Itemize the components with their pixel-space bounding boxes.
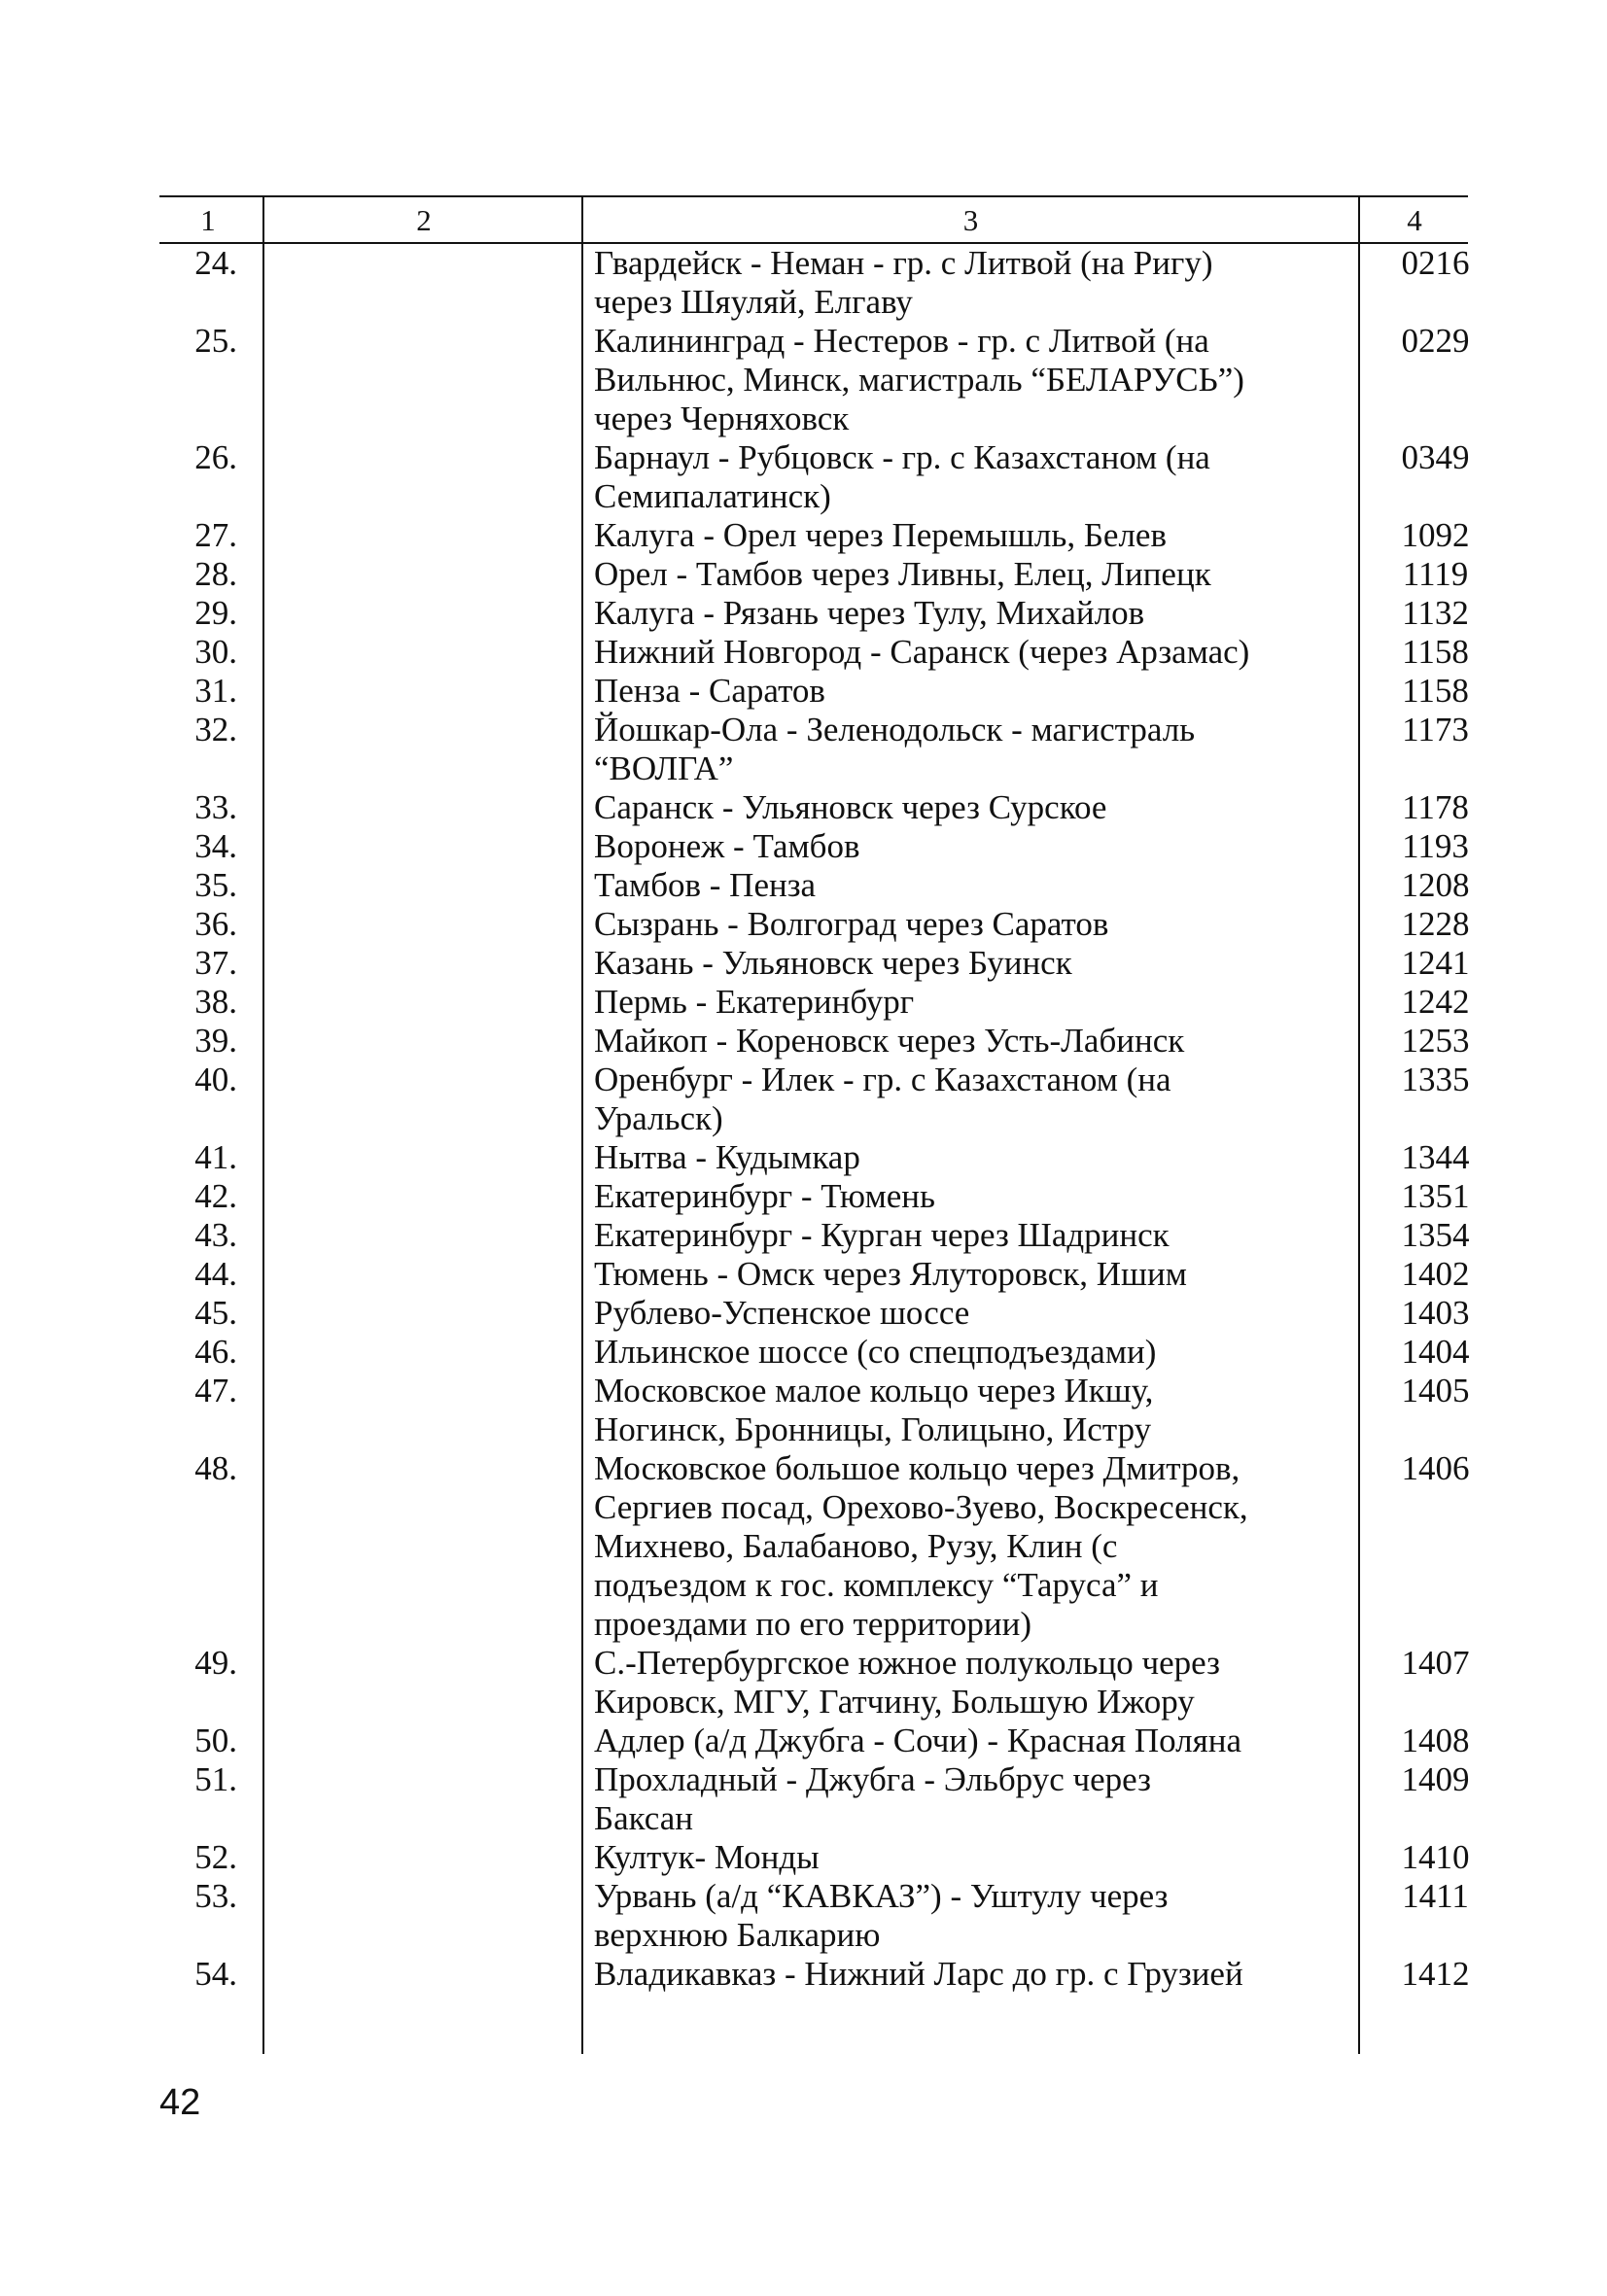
table-row bbox=[159, 594, 1468, 633]
header-col-1: 1 bbox=[200, 203, 216, 237]
table-row bbox=[159, 438, 1468, 516]
row-number: 30. bbox=[194, 633, 237, 671]
table-row bbox=[159, 1294, 1468, 1333]
route-code: 1405 bbox=[1401, 1372, 1470, 1409]
route-code: 1178 bbox=[1402, 788, 1469, 826]
route-code: 1132 bbox=[1402, 594, 1469, 632]
page-number: 42 bbox=[159, 2082, 201, 2123]
row-number: 35. bbox=[194, 866, 237, 904]
route-description bbox=[594, 1216, 1333, 1255]
row-number: 33. bbox=[194, 788, 237, 826]
route-line: Урвань (а/д “КАВКАЗ”) - Уштулу через bbox=[594, 1877, 1169, 1915]
route-line: Сергиев посад, Орехово-Зуево, Воскресенск, bbox=[594, 1488, 1248, 1526]
route-description bbox=[594, 1449, 1333, 1644]
row-number: 49. bbox=[194, 1644, 237, 1682]
route-description bbox=[594, 322, 1333, 438]
route-code: 0349 bbox=[1401, 438, 1470, 476]
row-number: 42. bbox=[194, 1177, 237, 1215]
route-code: 1228 bbox=[1401, 905, 1470, 943]
routes-table bbox=[159, 195, 1468, 2054]
route-line: Прохладный - Джубга - Эльбрус через bbox=[594, 1760, 1151, 1798]
row-number: 47. bbox=[194, 1372, 237, 1409]
route-description bbox=[594, 672, 1333, 711]
route-line: Калуга - Орел через Перемышль, Белев bbox=[594, 516, 1167, 554]
route-line: Калуга - Рязань через Тулу, Михайлов bbox=[594, 594, 1145, 632]
route-code: 1158 bbox=[1402, 633, 1469, 671]
row-number: 43. bbox=[194, 1216, 237, 1254]
table-row bbox=[159, 1138, 1468, 1177]
route-description bbox=[594, 1022, 1333, 1061]
route-line: подъездом к гос. комплексу “Таруса” и bbox=[594, 1566, 1159, 1604]
route-line: Уральск) bbox=[594, 1099, 723, 1137]
route-code: 1411 bbox=[1402, 1877, 1469, 1915]
route-code: 1241 bbox=[1401, 944, 1470, 982]
route-code: 1412 bbox=[1401, 1955, 1470, 1993]
header-col-3: 3 bbox=[962, 203, 979, 237]
route-description bbox=[594, 1294, 1333, 1333]
row-number: 29. bbox=[194, 594, 237, 632]
table-row bbox=[159, 1877, 1468, 1955]
row-number: 28. bbox=[194, 555, 237, 593]
table-row bbox=[159, 1177, 1468, 1216]
route-line: Казань - Ульяновск через Буинск bbox=[594, 944, 1072, 982]
route-description bbox=[594, 438, 1333, 516]
row-number: 31. bbox=[194, 672, 237, 710]
table-row bbox=[159, 633, 1468, 672]
route-code: 0216 bbox=[1401, 244, 1470, 282]
route-code: 1253 bbox=[1401, 1022, 1470, 1060]
route-code: 1242 bbox=[1401, 983, 1470, 1021]
route-line: С.-Петербургское южное полукольцо через bbox=[594, 1644, 1220, 1682]
route-description bbox=[594, 1644, 1333, 1722]
route-line: Сызрань - Волгоград через Саратов bbox=[594, 905, 1109, 943]
route-line: Семипалатинск) bbox=[594, 477, 831, 515]
table-row bbox=[159, 944, 1468, 983]
route-code: 1408 bbox=[1401, 1722, 1470, 1759]
row-number: 27. bbox=[194, 516, 237, 554]
route-description bbox=[594, 1255, 1333, 1294]
route-line: Михнево, Балабаново, Рузу, Клин (с bbox=[594, 1527, 1118, 1565]
route-line: Рублево-Успенское шоссе bbox=[594, 1294, 970, 1332]
route-line: Пермь - Екатеринбург bbox=[594, 983, 915, 1021]
row-number: 53. bbox=[194, 1877, 237, 1915]
route-line: Саранск - Ульяновск через Сурское bbox=[594, 788, 1107, 826]
route-code: 1407 bbox=[1401, 1644, 1470, 1682]
route-code: 1351 bbox=[1401, 1177, 1470, 1215]
route-code: 1158 bbox=[1402, 672, 1469, 710]
route-code: 1354 bbox=[1401, 1216, 1470, 1254]
table-row bbox=[159, 1760, 1468, 1838]
route-line: Нытва - Кудымкар bbox=[594, 1138, 860, 1176]
table-row bbox=[159, 1955, 1468, 1994]
route-line: Адлер (а/д Джубга - Сочи) - Красная Поляна bbox=[594, 1722, 1242, 1759]
row-number: 40. bbox=[194, 1061, 237, 1098]
row-number: 38. bbox=[194, 983, 237, 1021]
route-code: 1402 bbox=[1401, 1255, 1470, 1293]
row-number: 26. bbox=[194, 438, 237, 476]
route-description bbox=[594, 866, 1333, 905]
route-description bbox=[594, 1955, 1333, 1994]
row-number: 45. bbox=[194, 1294, 237, 1332]
route-line: верхнюю Балкарию bbox=[594, 1916, 881, 1954]
route-description bbox=[594, 711, 1333, 788]
route-line: Екатеринбург - Курган через Шадринск bbox=[594, 1216, 1170, 1254]
route-line: Йошкар-Ола - Зеленодольск - магистраль bbox=[594, 711, 1196, 748]
route-line: Майкоп - Кореновск через Усть-Лабинск bbox=[594, 1022, 1185, 1060]
row-number: 51. bbox=[194, 1760, 237, 1798]
table-row bbox=[159, 516, 1468, 555]
row-number: 41. bbox=[194, 1138, 237, 1176]
route-line: через Шяуляй, Елгаву bbox=[594, 283, 913, 321]
table-row bbox=[159, 1333, 1468, 1372]
table-row bbox=[159, 983, 1468, 1022]
row-number: 52. bbox=[194, 1838, 237, 1876]
route-line: Ильинское шоссе (со спецподъездами) bbox=[594, 1333, 1157, 1371]
header-col-4: 4 bbox=[1407, 203, 1422, 237]
table-row bbox=[159, 322, 1468, 438]
table-row bbox=[159, 1216, 1468, 1255]
route-description bbox=[594, 905, 1333, 944]
route-description bbox=[594, 1333, 1333, 1372]
route-code: 1335 bbox=[1401, 1061, 1470, 1098]
route-description bbox=[594, 516, 1333, 555]
route-description bbox=[594, 1838, 1333, 1877]
route-code: 1208 bbox=[1401, 866, 1470, 904]
route-description bbox=[594, 244, 1333, 322]
route-description bbox=[594, 1372, 1333, 1449]
route-line: Култук- Монды bbox=[594, 1838, 820, 1876]
row-number: 32. bbox=[194, 711, 237, 748]
route-line: Тюмень - Омск через Ялуторовск, Ишим bbox=[594, 1255, 1187, 1293]
route-code: 1406 bbox=[1401, 1449, 1470, 1487]
route-description bbox=[594, 594, 1333, 633]
route-description bbox=[594, 944, 1333, 983]
route-description bbox=[594, 1138, 1333, 1177]
route-code: 1193 bbox=[1402, 827, 1469, 865]
table-row bbox=[159, 244, 1468, 322]
route-description bbox=[594, 1722, 1333, 1760]
row-number: 54. bbox=[194, 1955, 237, 1993]
route-line: Владикавказ - Нижний Ларс до гр. с Грузией bbox=[594, 1955, 1243, 1993]
route-description bbox=[594, 1877, 1333, 1955]
table-row bbox=[159, 672, 1468, 711]
route-code: 1403 bbox=[1401, 1294, 1470, 1332]
table-row bbox=[159, 1061, 1468, 1138]
route-line: через Черняховск bbox=[594, 400, 850, 437]
header-col-2: 2 bbox=[416, 203, 432, 237]
table-row bbox=[159, 711, 1468, 788]
route-description bbox=[594, 1177, 1333, 1216]
table-top-rule bbox=[159, 195, 1468, 197]
route-code: 0229 bbox=[1401, 322, 1470, 360]
route-line: Баксан bbox=[594, 1799, 693, 1837]
route-line: Московское большое кольцо через Дмитров, bbox=[594, 1449, 1240, 1487]
route-description bbox=[594, 788, 1333, 827]
row-number: 36. bbox=[194, 905, 237, 943]
route-line: Оренбург - Илек - гр. с Казахстаном (на bbox=[594, 1061, 1171, 1098]
route-description bbox=[594, 633, 1333, 672]
route-line: Воронеж - Тамбов bbox=[594, 827, 860, 865]
route-line: Кировск, МГУ, Гатчину, Большую Ижору bbox=[594, 1683, 1195, 1721]
route-line: Барнаул - Рубцовск - гр. с Казахстаном (на bbox=[594, 438, 1210, 476]
row-number: 50. bbox=[194, 1722, 237, 1759]
table-row bbox=[159, 1372, 1468, 1449]
route-line: Екатеринбург - Тюмень bbox=[594, 1177, 935, 1215]
route-code: 1092 bbox=[1401, 516, 1470, 554]
route-line: Ногинск, Бронницы, Голицыно, Истру bbox=[594, 1410, 1152, 1448]
route-code: 1409 bbox=[1401, 1760, 1470, 1798]
table-row bbox=[159, 1255, 1468, 1294]
route-line: Вильнюс, Минск, магистраль “БЕЛАРУСЬ”) bbox=[594, 361, 1244, 399]
route-line: Тамбов - Пенза bbox=[594, 866, 817, 904]
row-number: 44. bbox=[194, 1255, 237, 1293]
route-line: проездами по его территории) bbox=[594, 1605, 1032, 1643]
table-row bbox=[159, 905, 1468, 944]
table-row bbox=[159, 555, 1468, 594]
route-line: Нижний Новгород - Саранск (через Арзамас) bbox=[594, 633, 1250, 671]
route-description bbox=[594, 555, 1333, 594]
row-number: 46. bbox=[194, 1333, 237, 1371]
table-row bbox=[159, 866, 1468, 905]
table-row bbox=[159, 1022, 1468, 1061]
table-row bbox=[159, 1838, 1468, 1877]
row-number: 24. bbox=[194, 244, 237, 282]
row-number: 39. bbox=[194, 1022, 237, 1060]
table-row bbox=[159, 1644, 1468, 1722]
route-code: 1410 bbox=[1401, 1838, 1470, 1876]
route-description bbox=[594, 827, 1333, 866]
row-number: 37. bbox=[194, 944, 237, 982]
route-description bbox=[594, 1760, 1333, 1838]
route-code: 1404 bbox=[1401, 1333, 1470, 1371]
route-code: 1344 bbox=[1401, 1138, 1470, 1176]
table-row bbox=[159, 1449, 1468, 1644]
row-number: 25. bbox=[194, 322, 237, 360]
row-number: 48. bbox=[194, 1449, 237, 1487]
route-line: Орел - Тамбов через Ливны, Елец, Липецк bbox=[594, 555, 1211, 593]
route-line: Калининград - Нестеров - гр. с Литвой (на bbox=[594, 322, 1209, 360]
route-line: Гвардейск - Неман - гр. с Литвой (на Ригу) bbox=[594, 244, 1213, 282]
table-row bbox=[159, 788, 1468, 827]
route-code: 1173 bbox=[1402, 711, 1469, 748]
route-code: 1119 bbox=[1402, 555, 1469, 593]
route-description bbox=[594, 1061, 1333, 1138]
route-description bbox=[594, 983, 1333, 1022]
route-line: Пенза - Саратов bbox=[594, 672, 825, 710]
row-number: 34. bbox=[194, 827, 237, 865]
table-row bbox=[159, 827, 1468, 866]
table-row bbox=[159, 1722, 1468, 1760]
route-line: “ВОЛГА” bbox=[594, 749, 734, 787]
route-line: Московское малое кольцо через Икшу, bbox=[594, 1372, 1154, 1409]
